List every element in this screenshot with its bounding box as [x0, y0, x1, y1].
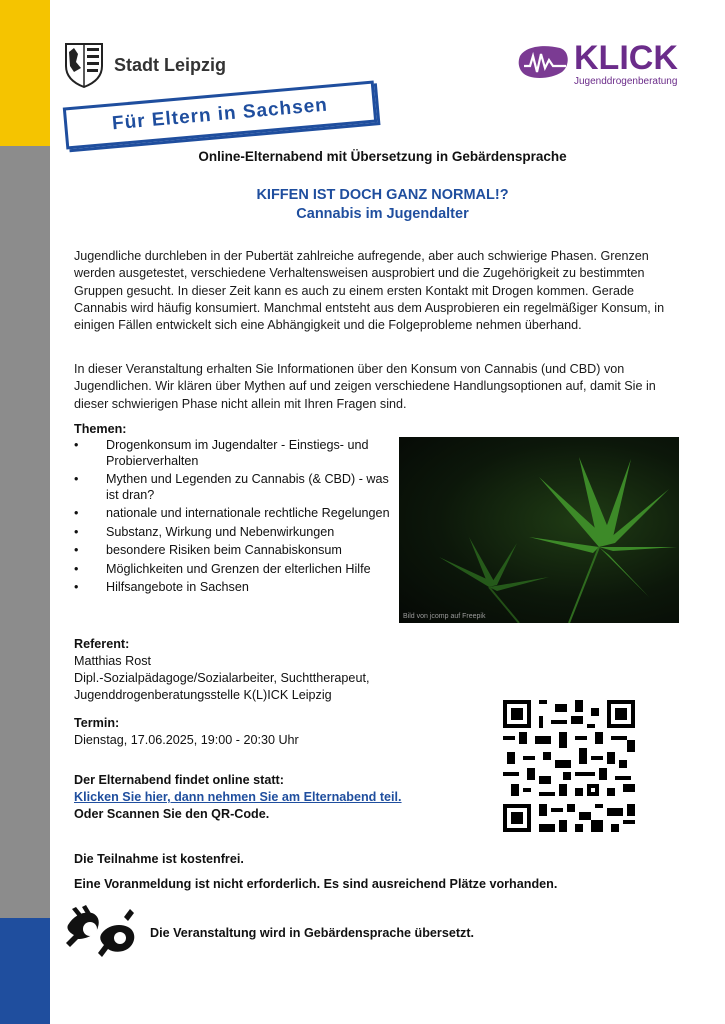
cannabis-photo — [399, 437, 679, 623]
sign-language-note: Die Veranstaltung wird in Gebärdensprache übersetzt. — [150, 926, 475, 940]
no-registration-note: Eine Voranmeldung ist nicht erforderlich. Es sind ausreichend Plätze vorhanden. — [74, 877, 558, 891]
coat-of-arms-icon — [64, 42, 104, 88]
side-bar-blue — [0, 918, 50, 1024]
list-item: • Substanz, Wirkung und Nebenwirkungen — [74, 525, 394, 541]
cannabis-leaf-icon — [399, 437, 679, 623]
intro-paragraph-1: Jugendliche durchleben in der Pubertät zahlreiche aufregende, aber auch schwierige Phasen. Grenzen werden ausgetestet, verschiedene Verhaltensweisen ausprobiert und die Zugehörigkeit zu bestimmten Gruppen gesucht. In dieser Zeit kann es auch zu einem ersten Kontakt mit Drogen kommen. Gerade Cannabis wird häufig konsumiert. Manchmal entsteht aus dem Ausprobieren ein regelmäßiger Konsum, in einigen Fällen entwickelt sich eine Abhängigkeit und die Folgeprobleme nehmen überhand. — [74, 249, 665, 333]
list-item: • nationale und internationale rechtliche Regelungen — [74, 506, 394, 522]
klick-logo — [518, 39, 678, 87]
referent-org: Jugenddrogenberatungsstelle K(L)ICK Leipzig — [74, 688, 332, 702]
topics-list — [74, 438, 394, 599]
klick-wordmark: KLICK — [574, 39, 678, 77]
online-block — [74, 772, 402, 823]
referent-label: Referent: — [74, 637, 130, 651]
event-title: KIFFEN IST DOCH GANZ NORMAL!? — [256, 187, 509, 203]
free-participation: Die Teilnahme ist kostenfrei. — [74, 852, 244, 866]
join-link[interactable]: Klicken Sie hier, dann nehmen Sie am Elternabend teil. — [74, 790, 402, 804]
list-item: • Hilfsangebote in Sachsen — [74, 580, 394, 596]
city-name: Stadt Leipzig — [114, 54, 226, 75]
online-label: Der Elternabend findet online statt: — [74, 773, 284, 787]
klick-subtitle: Jugenddrogenberatung — [574, 76, 678, 87]
klick-brand-icon — [518, 42, 572, 82]
list-item: • Möglichkeiten und Grenzen der elterlichen Hilfe — [74, 562, 394, 578]
city-logo — [64, 42, 226, 88]
side-bar-grey — [0, 146, 50, 918]
qr-code[interactable] — [503, 700, 635, 832]
side-bar-yellow — [0, 0, 50, 146]
termin-block — [74, 715, 299, 749]
list-item: • besondere Risiken beim Cannabiskonsum — [74, 543, 394, 559]
event-title-secondary: Cannabis im Jugendalter — [296, 206, 469, 222]
termin-value: Dienstag, 17.06.2025, 19:00 - 20:30 Uhr — [74, 733, 299, 747]
photo-credit: Bild von jcomp auf Freepik — [403, 613, 486, 620]
list-item: • Mythen und Legenden zu Cannabis (& CBD) - was ist dran? — [74, 472, 394, 503]
event-headline — [0, 186, 725, 224]
referent-name: Matthias Rost — [74, 654, 151, 668]
termin-label: Termin: — [74, 716, 120, 730]
intro-paragraph-2: In dieser Veranstaltung erhalten Sie Informationen über den Konsum von Cannabis (und CBD) von Jugendlichen. Wir klären über Mythen auf und zeigen verschiedene Handlungsoptionen auf, damit Sie in dieser schwierigen Phase nicht allein mit Ihren Fragen sind. — [74, 362, 656, 411]
audience-stamp — [63, 80, 377, 149]
topics-title: Themen: — [74, 422, 127, 436]
list-item: • Drogenkonsum im Jugendalter - Einstiegs- und Probierverhalten — [74, 438, 394, 469]
event-subtitle: Online-Elternabend mit Übersetzung in Gebärdensprache — [198, 149, 567, 164]
referent-block — [74, 636, 369, 704]
sign-language-icon — [64, 905, 138, 965]
referent-role: Dipl.-Sozialpädagoge/Sozialarbeiter, Suchttherapeut, — [74, 671, 370, 685]
audience-stamp-text: Für Eltern in Sachsen — [111, 94, 329, 135]
qr-hint: Oder Scannen Sie den QR-Code. — [74, 807, 270, 821]
